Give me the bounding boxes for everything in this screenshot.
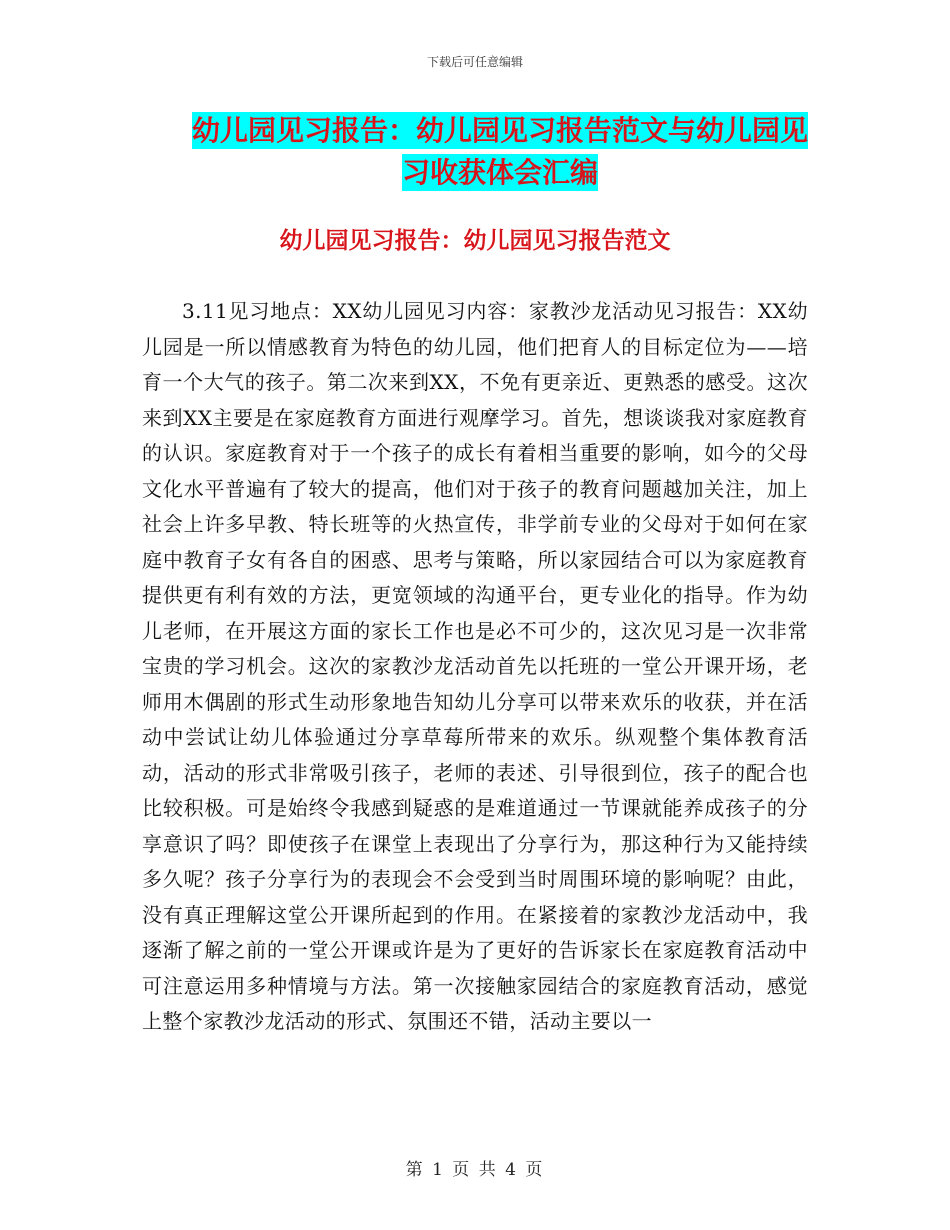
header-note: 下载后可任意编辑 <box>426 55 523 69</box>
document-title-text: 幼儿园见习报告：幼儿园见习报告范文与幼儿园见习收获体会汇编 <box>191 114 808 189</box>
document-title <box>190 110 810 194</box>
body-paragraph: 3.11见习地点：XX幼儿园见习内容：家教沙龙活动见习报告：XX幼儿园是一所以情感教育为特色的幼儿园，他们把育人的目标定位为——培育一个大气的孩子。第二次来到XX，不免有更亲近、更熟悉的感受。这次来到XX主要是在家庭教育方面进行观摩学习。首先，想谈谈我对家庭教育的认识。家庭教育对于一个孩子的成长有着相当重要的影响，如今的父母文化水平普遍有了较大的提高，他们对于孩子的教育问题越加关注，加上社会上许多早教、特长班等的火热宣传，非学前专业的父母对于如何在家庭中教育子女有各自的困惑、思考与策略，所以家园结合可以为家庭教育提供更有利有效的方法，更宽领域的沟通平台，更专业化的指导。作为幼儿老师，在开展这方面的家长工作也是必不可少的，这次见习是一次非常宝贵的学习机会。这次的家教沙龙活动首先以托班的一堂公开课开场，老师用木偶剧的形式生动形象地告知幼儿分享可以带来欢乐的收获，并在活动中尝试让幼儿体验通过分享草莓所带来的欢乐。纵观整个集体教育活动，活动的形式非常吸引孩子，老师的表述、引导很到位，孩子的配合也比较积极。可是始终令我感到疑惑的是难道通过一节课就能养成孩子的分享意识了吗？即使孩子在课堂上表现出了分享行为，那这种行为又能持续多久呢？孩子分享行为的表现会不会受到当时周围环境的影响呢？由此，没有真正理解这堂公开课所起到的作用。在紧接着的家教沙龙活动中，我逐渐了解之前的一堂公开课或许是为了更好的告诉家长在家庭教育活动中可注意运用多种情境与方法。第一次接触家园结合的家庭教育活动，感觉上整个家教沙龙活动的形式、氛围还不错，活动主要以一 <box>142 299 808 1033</box>
section-title: 幼儿园见习报告：幼儿园见习报告范文 <box>279 227 671 254</box>
page-number-footer: 第 1 页 共 4 页 <box>405 1160 545 1180</box>
